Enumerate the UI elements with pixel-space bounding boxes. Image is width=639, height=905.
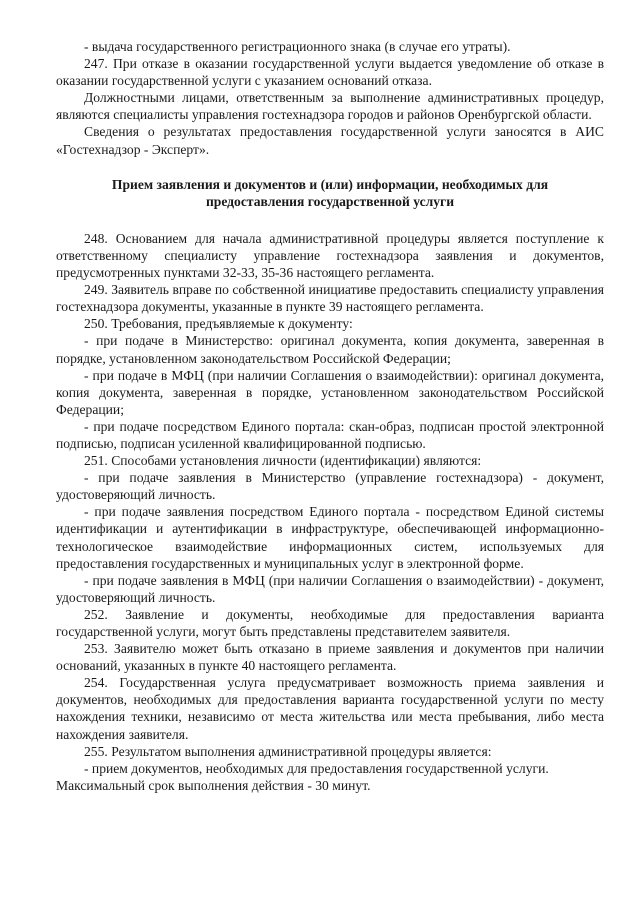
paragraph-251-mfc: - при подаче заявления в МФЦ (при наличии Соглашения о взаимодействии) - документ, удостоверяющий личность.	[56, 572, 604, 605]
paragraph-250-mfc: - при подаче в МФЦ (при наличии Соглашения о взаимодействии): оригинал документа, копия документа, заверенная в порядке, установленном законодательством Российской Федерации;	[56, 367, 604, 417]
paragraph-253: 253. Заявителю может быть отказано в приеме заявления и документов при наличии оснований, указанных в пункте 40 настоящего регламента.	[56, 641, 604, 674]
paragraph-250-ministry: - при подаче в Министерство: оригинал документа, копия документа, заверенная в порядке, установленном законодательством Российской Федерации;	[56, 333, 604, 366]
paragraph-ais-records: Сведения о результатах предоставления государственной услуги заносятся в АИС «Гостехнадзор - Эксперт».	[56, 124, 604, 157]
paragraph-plate-issue: - выдача государственного регистрационного знака (в случае его утраты).	[84, 39, 511, 54]
paragraph-247: 247. При отказе в оказании государственной услуги выдается уведомление об отказе в оказании государственной услуги с указанием оснований отказа.	[56, 56, 604, 89]
paragraph-max-duration: Максимальный срок выполнения действия - 30 минут.	[56, 777, 371, 793]
paragraph-251: 251. Способами установления личности (идентификации) являются:	[84, 453, 482, 469]
paragraph-248: 248. Основанием для начала административной процедуры является поступление к ответственному специалисту управление гостехнадзора заявления и документов, предусмотренных пунктами 32-33, 35-36 настоящего регламента.	[56, 230, 604, 281]
paragraph-251-ministry: - при подаче заявления в Министерство (управление гостехнадзора) - документ, удостоверяющий личность.	[56, 470, 604, 503]
section-heading: Прием заявления и документов и (или) информации, необходимых для предоставления государственной услуги	[111, 176, 549, 209]
paragraph-250-portal: - при подаче посредством Единого портала: скан-образ, подписан простой электронной подписью, подписан усиленной квалифицированной подписью.	[56, 418, 604, 451]
paragraph-255: 255. Результатом выполнения административной процедуры является:	[84, 743, 492, 759]
paragraph-251-portal: - при подаче заявления посредством Единого портала - посредством Единой системы идентификации и аутентификации в инфраструктуре, обеспечивающей информационно-технологическое взаимодействие информационных систем, используемых для предоставления государственных и муниципальных услуг в электронной форме.	[56, 504, 604, 571]
paragraph-254: 254. Государственная услуга предусматривает возможность приема заявления и документов, необходимых для предоставления варианта государственной услуги по месту нахождения техники, независимо от места жительства или места пребывания, либо места нахождения заявителя.	[56, 675, 604, 742]
paragraph-255-result: - прием документов, необходимых для предоставления государственной услуги.	[84, 760, 549, 776]
paragraph-250: 250. Требования, предъявляемые к документу:	[84, 316, 353, 332]
document-body	[56, 38, 604, 794]
paragraph-252: 252. Заявление и документы, необходимые для предоставления варианта государственной услуги, могут быть представлены представителем заявителя.	[56, 606, 604, 639]
paragraph-officials: Должностными лицами, ответственным за выполнение административных процедур, являются специалисты управления гостехнадзора городов и районов Оренбургской области.	[56, 90, 604, 123]
paragraph-249: 249. Заявитель вправе по собственной инициативе предоставить специалисту управления гостехнадзора документы, указанные в пункте 39 настоящего регламента.	[56, 282, 604, 315]
